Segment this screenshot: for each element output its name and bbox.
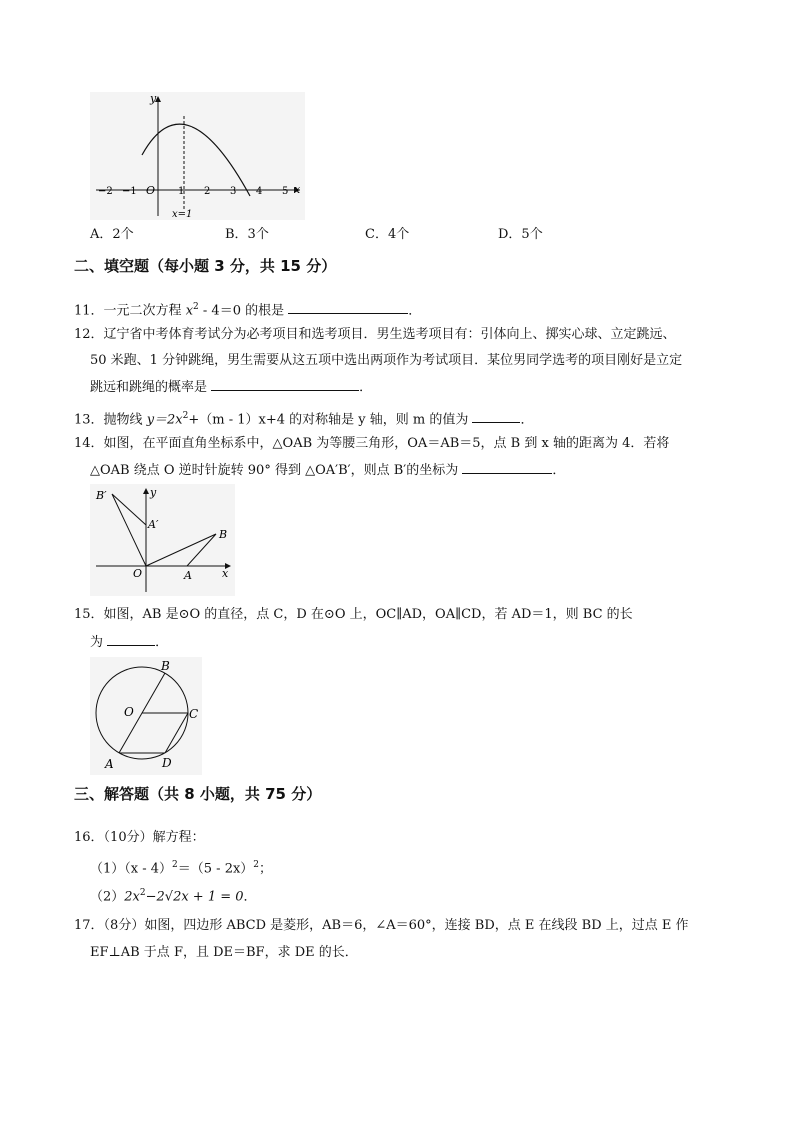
tick-label: 4: [256, 186, 263, 197]
tick-label: 1: [178, 186, 185, 197]
equation-end: ；: [259, 861, 273, 877]
variable: x: [185, 303, 194, 319]
tick-label: 3: [230, 186, 237, 197]
answer-blank[interactable]: [472, 410, 520, 423]
equation-text: ＝（5 - 2x）: [177, 861, 254, 877]
x-axis-label: x: [222, 567, 229, 580]
point-label-d: D: [162, 756, 172, 770]
question-13: [74, 407, 534, 429]
equation-text: （1）（x - 4）: [90, 861, 173, 877]
parabola-graph: [90, 92, 305, 220]
point-label-b: B: [219, 528, 228, 541]
tick-label: −2: [98, 186, 113, 197]
answer-blank[interactable]: [288, 301, 408, 314]
question-text: +（m - 1）x+4 的对称轴是 y 轴，则 m 的值为: [188, 412, 473, 428]
question-16-part-1: [90, 856, 272, 878]
question-16-part-2: [90, 884, 257, 906]
equation-text: −2√2x + 1 = 0: [145, 889, 244, 905]
point-label-a: A: [184, 569, 192, 582]
question-text: 为: [90, 635, 108, 650]
question-11: [74, 298, 421, 320]
question-end: ．: [155, 635, 169, 650]
exponent: 2: [182, 411, 189, 421]
question-16-header: 16．（10分）解方程：: [74, 830, 205, 845]
exponent: 2: [139, 888, 146, 898]
question-end: ．: [408, 303, 422, 319]
option-a: A．2个: [90, 227, 134, 242]
question-end: ．: [359, 380, 373, 395]
question-17-line-2: EF⊥AB 于点 F，且 DE＝BF，求 DE 的长．: [90, 945, 358, 960]
equation-end: ．: [243, 889, 257, 905]
x-axis-label: x: [294, 183, 301, 196]
point-label-a-prime: A′: [148, 518, 159, 531]
point-label-b: B: [161, 659, 170, 673]
answer-blank[interactable]: [462, 461, 552, 474]
option-d: D．5个: [498, 227, 543, 242]
origin-label: O: [146, 184, 156, 197]
y-axis-label: y: [150, 486, 157, 499]
exponent: 2: [253, 860, 260, 870]
question-12-line-2: 50 米跑、1 分钟跳绳，男生需要从这五项中选出两项作为考试项目．某位男同学选考的项目刚好是立定: [90, 353, 683, 368]
question-14-line-1: 14．如图，在平面直角坐标系中，△OAB 为等腰三角形，OA＝AB＝5，点 B 到 x 轴的距离为 4．若将: [74, 436, 670, 451]
section-3-title: 三、解答题（共 8 小题，共 75 分）: [74, 785, 322, 803]
exponent: 2: [172, 860, 178, 870]
point-label-b-prime: B′: [96, 489, 107, 502]
question-text: △OAB 绕点 O 逆时针旋转 90° 得到 △OA′B′，则点 B′的坐标为: [90, 463, 463, 478]
exponent: 2: [193, 302, 199, 312]
question-14-line-2: [90, 461, 565, 480]
tick-label: 5: [282, 186, 289, 197]
question-17-line-1: 17．（8分）如图，四边形 ABCD 是菱形，AB＝6，∠A＝60°，连接 BD，点 E 在线段 BD 上，过点 E 作: [74, 918, 689, 933]
equation-text: 2x: [124, 889, 140, 905]
question-text: 13．抛物线: [74, 412, 147, 428]
question-15-line-2: [90, 633, 168, 652]
question-12-line-1: 12．辽宁省中考体育考试分为必考项目和选考项目．男生选考项目有：引体向上、掷实心球、立定跳远、: [74, 327, 676, 342]
y-axis-label: y: [150, 92, 157, 105]
section-2-title: 二、填空题（每小题 3 分，共 15 分）: [74, 257, 337, 275]
answer-blank[interactable]: [211, 378, 359, 391]
point-label-a: A: [105, 757, 114, 771]
point-label-c: C: [189, 707, 199, 721]
question-text: 一元二次方程: [103, 303, 186, 319]
point-label-o: O: [133, 567, 143, 580]
tick-label: −1: [122, 186, 137, 197]
tick-label: 2: [204, 186, 211, 197]
equation: y＝2x: [146, 412, 183, 428]
question-text: - 4＝0 的根是: [198, 303, 289, 319]
question-15-line-1: 15．如图，AB 是⊙O 的直径，点 C，D 在⊙O 上，OC∥AD，OA∥CD，若 AD＝1，则 BC 的长: [74, 607, 633, 622]
question-end: ．: [552, 463, 566, 478]
question-text: 跳远和跳绳的概率是: [90, 380, 212, 395]
option-c: C．4个: [365, 227, 410, 242]
symmetry-axis-label: x=1: [172, 209, 193, 220]
question-end: ．: [520, 412, 534, 428]
answer-blank[interactable]: [107, 633, 155, 646]
question-12-line-3: [90, 378, 372, 397]
rotation-figure: [90, 484, 235, 596]
point-label-o: O: [124, 705, 134, 719]
circle-figure: [90, 657, 202, 775]
question-number: 11．: [74, 303, 104, 319]
part-label: （2）: [90, 889, 125, 905]
option-b: B．3个: [225, 227, 269, 242]
